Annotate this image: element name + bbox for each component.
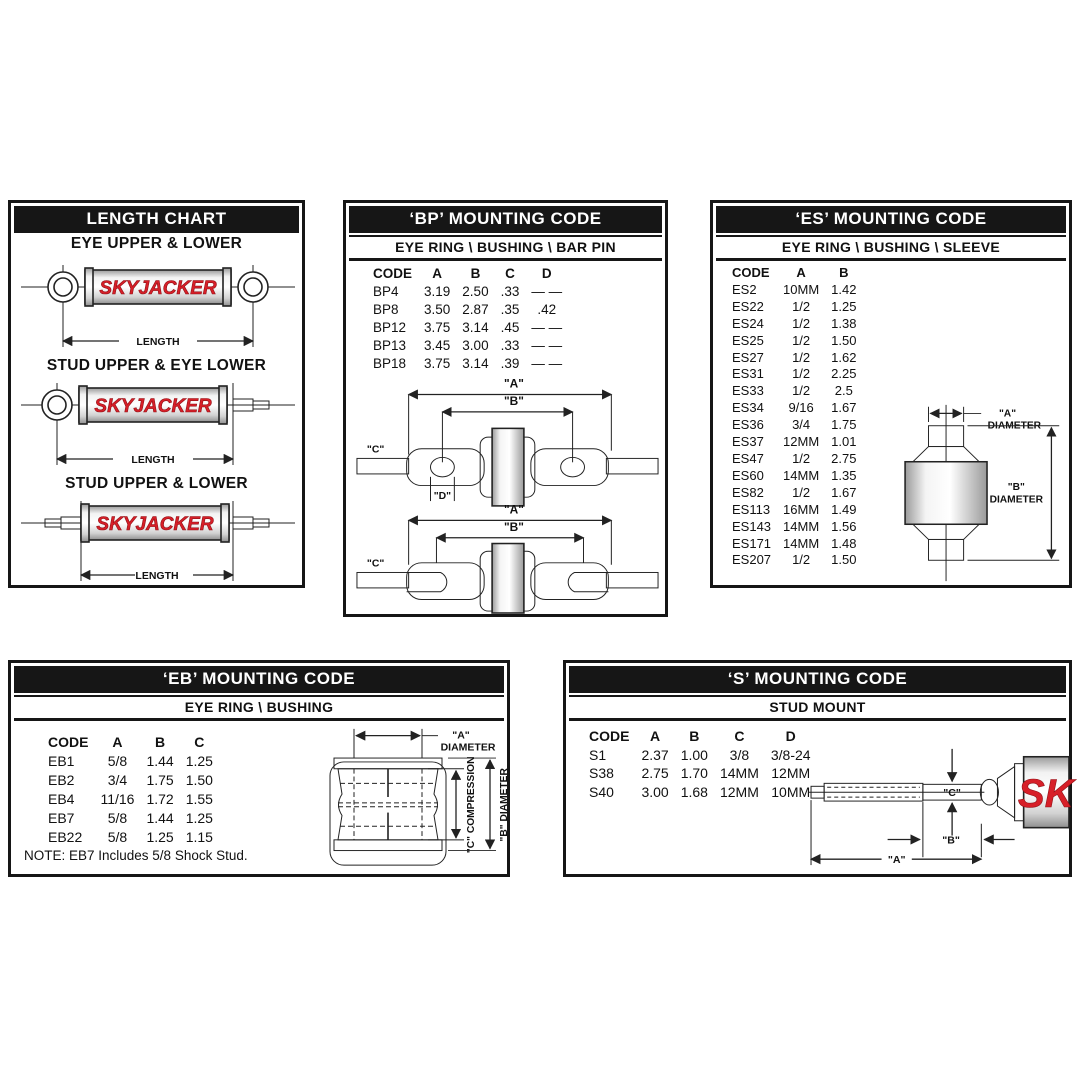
column-header: B: [155, 734, 166, 750]
dim-a-caption: DIAMETER: [440, 742, 496, 754]
table-row: [367, 319, 568, 337]
table-cell: S38: [589, 765, 614, 781]
table-cell: ES34: [732, 400, 764, 416]
table-cell: 2.75: [831, 450, 857, 466]
table-cell: S40: [589, 783, 614, 800]
table-cell: 1.25: [831, 298, 857, 314]
table-cell: BP8: [373, 302, 399, 317]
table-cell: ES207: [732, 552, 772, 568]
table-cell: 5/8: [107, 810, 128, 826]
dim-a-label: "A": [504, 377, 524, 391]
dim-c-compression-label: "C" COMPRESSION: [465, 756, 478, 854]
table-cell: 2.25: [831, 366, 857, 382]
table-cell: 1/2: [792, 349, 811, 365]
table-cell: 10MM: [771, 783, 811, 800]
dim-b-caption: DIAMETER: [989, 494, 1043, 506]
panel-subtitle: EYE RING \ BUSHING: [14, 695, 504, 721]
column-header: CODE: [732, 265, 770, 280]
dim-b-label: "B": [1007, 482, 1025, 494]
table-row: [726, 282, 862, 299]
table-cell: 14MM: [783, 535, 820, 551]
table-cell: 1.55: [185, 791, 213, 807]
table-cell: 1/2: [792, 450, 811, 466]
table-cell: ES33: [732, 383, 764, 399]
dim-a-caption: DIAMETER: [987, 420, 1042, 432]
length-dimension-label: LENGTH: [135, 570, 179, 582]
table-cell: ES37: [732, 434, 764, 450]
table-cell: 1.50: [185, 772, 213, 788]
table-cell: .45: [500, 320, 520, 335]
table-cell: 1.70: [680, 765, 708, 781]
table-cell: 1.35: [831, 467, 857, 483]
table-cell: 3.00: [641, 783, 669, 800]
table-cell: 3/4: [107, 772, 128, 788]
table-cell: 3.14: [462, 356, 489, 371]
panel-bp-mounting-code: [343, 200, 668, 617]
table-cell: .42: [537, 302, 557, 317]
eb-note: NOTE: EB7 Includes 5/8 Shock Stud.: [24, 848, 248, 863]
table-row: [42, 790, 219, 809]
table-cell: 12MM: [771, 765, 811, 781]
eb-bushing-diagram: [298, 723, 510, 871]
length-dimension-label: LENGTH: [136, 336, 180, 348]
dim-c-label: "C": [366, 444, 385, 456]
table-header-row: [367, 265, 568, 283]
table-cell: — —: [531, 320, 563, 335]
table-cell: ES60: [732, 467, 764, 483]
table-cell: ES143: [732, 518, 772, 534]
table-cell: 1.75: [831, 417, 857, 433]
column-header: A: [796, 265, 806, 280]
table-cell: 10MM: [783, 281, 820, 297]
shock-type-label: EYE UPPER & LOWER: [70, 235, 243, 252]
shock-type-label: STUD UPPER & LOWER: [65, 475, 248, 492]
dim-a-label: "A": [998, 408, 1017, 420]
table-cell: — —: [531, 284, 563, 299]
table-cell: 2.37: [641, 746, 669, 763]
table-cell: 1.48: [831, 535, 857, 551]
table-cell: 1/2: [792, 484, 811, 500]
panel-subtitle: EYE RING \ BUSHING \ SLEEVE: [716, 235, 1066, 261]
table-cell: 1.50: [831, 332, 857, 348]
column-header: A: [112, 734, 123, 750]
table-cell: EB7: [48, 810, 75, 826]
table-row: [726, 519, 862, 536]
table-row: [726, 434, 862, 451]
column-header: CODE: [373, 266, 413, 281]
s-spec-table: [583, 727, 817, 801]
table-cell: 1.00: [680, 746, 708, 763]
es-spec-table: [726, 265, 862, 569]
table-cell: 2.75: [641, 765, 669, 781]
table-cell: BP12: [373, 320, 407, 335]
table-cell: EB2: [48, 772, 75, 788]
table-cell: 1/2: [792, 552, 811, 568]
table-row: [726, 316, 862, 333]
table-cell: 1.75: [146, 772, 174, 788]
shock-eye-eye-diagram: [17, 257, 299, 353]
table-row: [726, 468, 862, 485]
table-cell: ES27: [732, 349, 764, 365]
table-row: [726, 485, 862, 502]
table-cell: 16MM: [783, 501, 820, 517]
skyjacker-logo: SK: [1017, 772, 1074, 816]
bp-spec-table: [367, 265, 568, 373]
panel-subtitle: STUD MOUNT: [569, 695, 1066, 721]
table-cell: ES25: [732, 332, 764, 348]
table-row: [726, 333, 862, 350]
dim-b-label: "B": [942, 835, 960, 847]
table-cell: 2.5: [834, 383, 853, 399]
table-row: [42, 752, 219, 771]
table-cell: .33: [500, 284, 520, 299]
table-row: [367, 337, 568, 355]
table-cell: S1: [589, 746, 607, 763]
table-cell: 1/2: [792, 315, 811, 331]
column-header: B: [689, 728, 700, 744]
skyjacker-logo: SKYJACKER: [96, 514, 214, 535]
table-cell: BP13: [373, 338, 407, 353]
shock-stud-stud-diagram: [17, 493, 299, 587]
table-cell: .39: [500, 356, 520, 371]
table-cell: 1.25: [185, 810, 213, 826]
column-header: A: [650, 728, 661, 744]
table-cell: 1.68: [680, 783, 708, 800]
dim-d-label: "D": [433, 491, 452, 503]
column-header: CODE: [589, 728, 630, 744]
table-cell: — —: [531, 338, 563, 353]
table-cell: 1.56: [831, 518, 857, 534]
table-row: [42, 771, 219, 790]
table-row: [726, 299, 862, 316]
table-cell: — —: [531, 356, 563, 371]
column-header: D: [785, 728, 796, 744]
table-row: [583, 746, 817, 765]
table-cell: 3/8-24: [770, 746, 811, 763]
table-cell: 1/2: [792, 366, 811, 382]
table-cell: 1.44: [146, 810, 174, 826]
table-row: [583, 783, 817, 802]
panel-title: ‘S’ MOUNTING CODE: [569, 666, 1066, 693]
table-cell: 1.15: [185, 829, 213, 845]
dim-c-label: "C": [366, 558, 385, 570]
table-cell: 1.44: [146, 753, 174, 769]
table-row: [726, 417, 862, 434]
panel-title: ‘EB’ MOUNTING CODE: [14, 666, 504, 693]
table-row: [726, 451, 862, 468]
table-row: [726, 502, 862, 519]
table-cell: 1.38: [831, 315, 857, 331]
table-cell: ES22: [732, 298, 764, 314]
table-cell: 1.01: [831, 434, 857, 450]
length-dimension-label: LENGTH: [131, 454, 175, 466]
table-cell: 2.87: [462, 302, 489, 317]
table-cell: 1.72: [146, 791, 174, 807]
panel-s-mounting-code: [563, 660, 1072, 877]
table-cell: ES171: [732, 535, 772, 551]
table-cell: 1.67: [831, 400, 857, 416]
table-cell: 1.50: [831, 552, 857, 568]
s-stud-diagram: [807, 741, 1074, 871]
table-cell: 1/2: [792, 383, 811, 399]
shock-type-label: STUD UPPER & EYE LOWER: [46, 357, 267, 374]
table-cell: 1.67: [831, 484, 857, 500]
eb-spec-table: [42, 733, 219, 847]
table-cell: 3.14: [462, 320, 489, 335]
dim-b-diameter-label: "B" DIAMETER: [498, 768, 511, 842]
table-row: [726, 350, 862, 367]
table-cell: .35: [500, 302, 520, 317]
dim-b-label: "B": [504, 395, 524, 409]
table-row: [726, 536, 862, 553]
es-bushing-diagram: [868, 403, 1068, 583]
dim-b-label: "B": [503, 521, 524, 534]
table-cell: ES2: [732, 281, 757, 297]
table-row: [42, 828, 219, 847]
table-row: [726, 383, 862, 400]
table-cell: ES36: [732, 417, 764, 433]
table-cell: 3/4: [792, 417, 811, 433]
column-header: A: [432, 266, 443, 281]
table-cell: 3.75: [424, 320, 451, 335]
table-cell: ES24: [732, 315, 764, 331]
bp-barpin-slot-diagram: [351, 503, 664, 613]
table-cell: 5/8: [107, 753, 128, 769]
table-cell: ES31: [732, 366, 764, 382]
table-cell: EB1: [48, 753, 75, 769]
table-cell: 14MM: [783, 518, 820, 534]
table-cell: 5/8: [107, 829, 128, 845]
skyjacker-logo: SKYJACKER: [94, 396, 212, 417]
table-cell: 9/16: [788, 400, 814, 416]
table-row: [367, 283, 568, 301]
table-row: [726, 552, 862, 569]
dim-a-label: "A": [503, 503, 524, 517]
table-cell: EB4: [48, 791, 75, 807]
column-header: C: [505, 266, 515, 281]
column-header: C: [194, 734, 205, 750]
table-header-row: [726, 265, 862, 282]
table-row: [367, 301, 568, 319]
column-header: B: [470, 266, 481, 281]
table-cell: ES47: [732, 450, 764, 466]
table-cell: 2.50: [462, 284, 489, 299]
table-header-row: [42, 733, 219, 752]
table-row: [583, 764, 817, 783]
table-cell: 3.45: [424, 338, 451, 353]
panel-eb-mounting-code: [8, 660, 510, 877]
table-cell: 3/8: [729, 746, 750, 763]
column-header: C: [734, 728, 745, 744]
dim-a-label: "A": [887, 855, 906, 867]
panel-title: ‘ES’ MOUNTING CODE: [716, 206, 1066, 233]
table-cell: 11/16: [100, 791, 135, 807]
table-cell: 1.42: [831, 281, 857, 297]
table-cell: EB22: [48, 829, 83, 845]
table-cell: 1/2: [792, 298, 811, 314]
column-header: B: [839, 265, 849, 280]
table-cell: 1.62: [831, 349, 857, 365]
bp-barpin-hole-diagram: [351, 377, 664, 503]
table-cell: 3.19: [424, 284, 451, 299]
table-cell: 1.25: [146, 829, 174, 845]
panel-title: ‘BP’ MOUNTING CODE: [349, 206, 662, 233]
table-cell: 12MM: [719, 783, 759, 800]
dim-c-label: "C": [943, 788, 961, 800]
table-row: [367, 355, 568, 373]
table-cell: 14MM: [783, 467, 820, 483]
table-cell: BP4: [373, 284, 399, 299]
panel-subtitle: EYE RING \ BUSHING \ BAR PIN: [349, 235, 662, 261]
shock-stud-eye-diagram: [17, 375, 299, 471]
table-row: [726, 366, 862, 383]
table-cell: 1.25: [185, 753, 213, 769]
table-row: [726, 400, 862, 417]
skyjacker-logo: SKYJACKER: [99, 278, 217, 299]
dim-a-label: "A": [452, 730, 470, 742]
table-cell: ES82: [732, 484, 764, 500]
panel-title: LENGTH CHART: [14, 206, 299, 233]
table-cell: .33: [500, 338, 520, 353]
table-cell: 1.49: [831, 501, 857, 517]
table-cell: BP18: [373, 356, 407, 371]
table-cell: 3.75: [424, 356, 451, 371]
panel-es-mounting-code: [710, 200, 1072, 588]
table-cell: 3.50: [424, 302, 451, 317]
table-cell: 14MM: [719, 765, 759, 781]
column-header: D: [541, 266, 552, 281]
table-cell: ES113: [732, 501, 771, 517]
table-cell: 12MM: [783, 434, 820, 450]
table-cell: 3.00: [462, 338, 489, 353]
table-row: [42, 809, 219, 828]
column-header: CODE: [48, 734, 89, 750]
panel-length-chart: [8, 200, 305, 588]
table-header-row: [583, 727, 817, 746]
table-cell: 1/2: [792, 332, 811, 348]
